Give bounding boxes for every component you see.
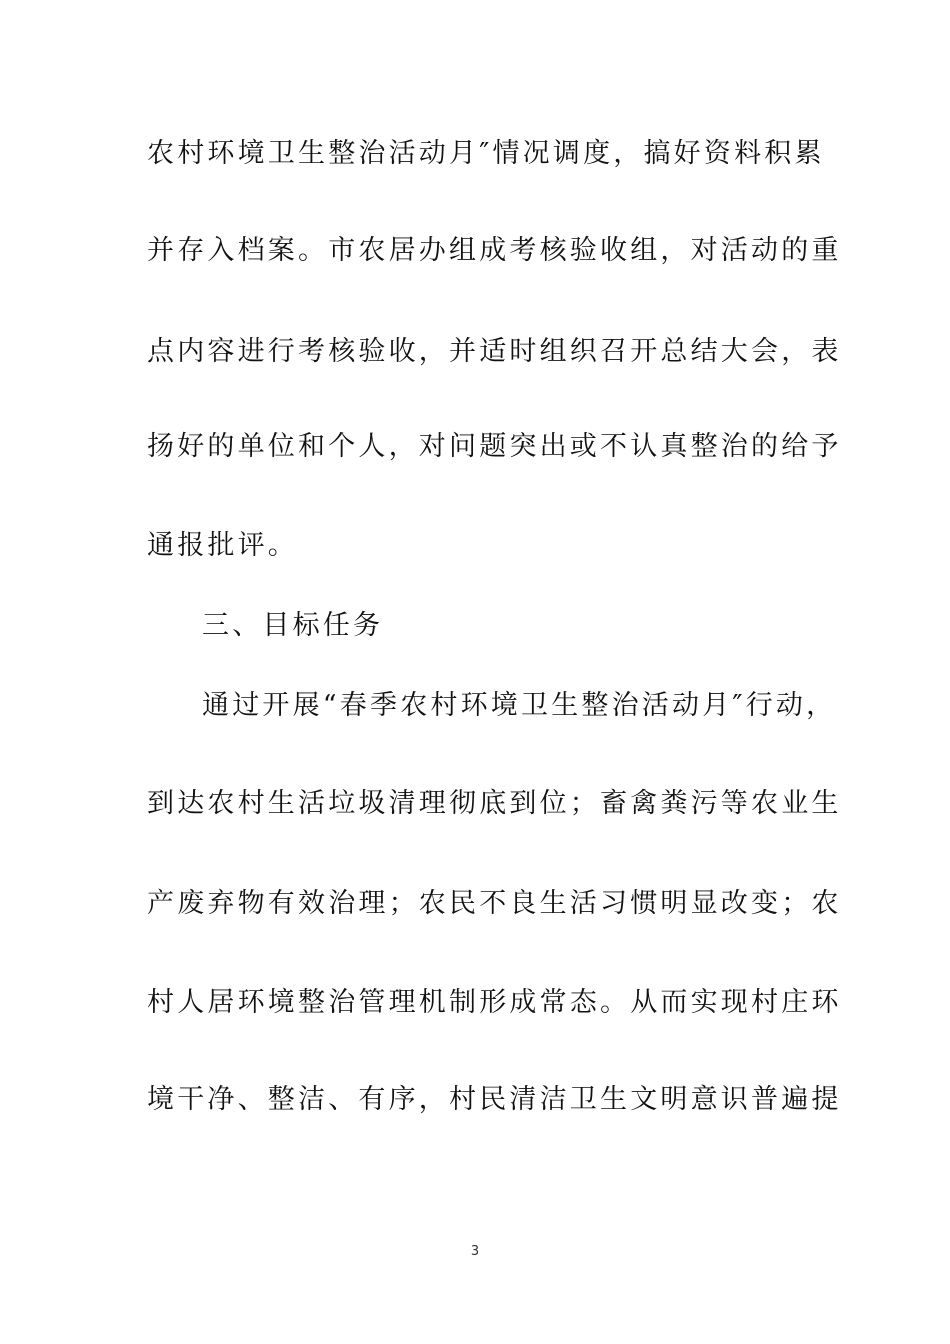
section-heading: 三、目标任务 <box>202 610 384 641</box>
paragraph-line: 农村环境卫生整治活动月″情况调度，搞好资料积累 <box>147 138 825 169</box>
paragraph-line: 点内容进行考核验收，并适时组织召开总结大会，表 <box>147 336 842 367</box>
paragraph-line: 扬好的单位和个人，对问题突出或不认真整治的给予 <box>147 431 842 462</box>
paragraph-line: 通过开展“春季农村环境卫生整治活动月″行动， <box>202 690 837 721</box>
paragraph-line: 村人居环境整治管理机制形成常态。从而实现村庄环 <box>147 987 842 1018</box>
paragraph-line: 通报批评。 <box>147 530 298 561</box>
paragraph-line: 产废弃物有效治理；农民不良生活习惯明显改变；农 <box>147 888 842 919</box>
paragraph-line: 境干净、整洁、有序，村民清洁卫生文明意识普遍提 <box>147 1084 842 1115</box>
paragraph-line: 到达农村生活垃圾清理彻底到位；畜禽粪污等农业生 <box>147 788 842 819</box>
paragraph-line: 并存入档案。市农居办组成考核验收组，对活动的重 <box>147 235 842 266</box>
page-number: 3 <box>470 1244 480 1259</box>
